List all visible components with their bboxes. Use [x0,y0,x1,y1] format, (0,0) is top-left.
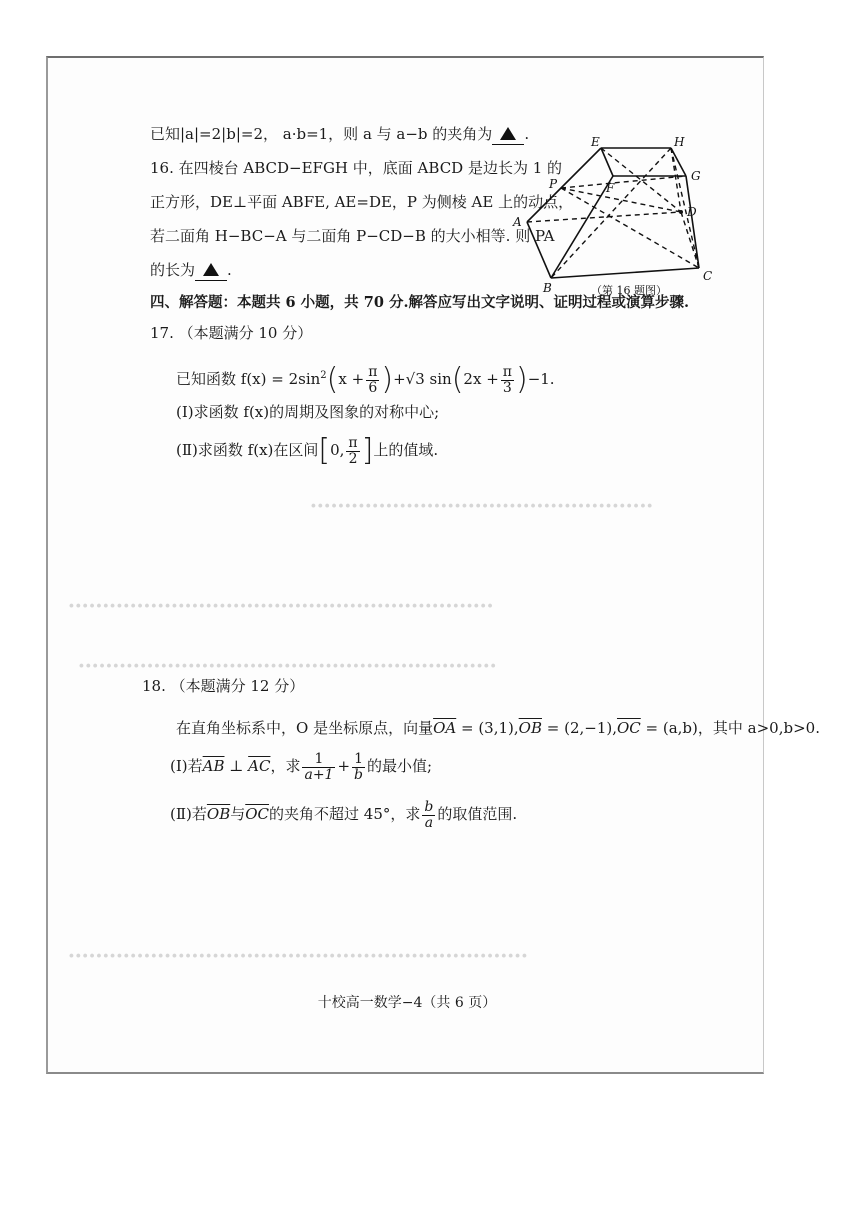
label-C: C [703,269,713,283]
q16-line-2: 正方形，DE⊥平面 ABFE, AE=DE，P 为侧棱 AE 上的动点， [150,193,574,211]
figure-caption: （第 16 题图） [591,284,667,297]
q17-stem: 已知函数 $f(x) = 2\sin^2(x$ + $\frac{\pi}{6}$ )+√3 sin(2x + $\frac{\pi}{3}$ )−1. [176,362,555,397]
label-H: H [674,136,685,149]
q16-line-3: 若二面角 H−BC−A 与二面角 P−CD−B 的大小相等. 则 PA [150,227,555,245]
hidden-edge-DC [681,212,699,268]
q15-text: 已知|a|=2|b|=2， a·b=1，则 a 与 a−b 的夹角为 [150,125,493,143]
hidden-edge-PG [561,176,686,188]
hidden-edge-ED [601,148,681,212]
edge-FB [551,176,613,278]
label-F: F [606,181,615,195]
q17-title: 17. （本题满分 10 分） [150,324,313,342]
label-E: E [591,136,600,149]
edge-BC [551,268,699,278]
q18-stem: 在直角坐标系中，O 是坐标原点，向量$\overline{OA} = (3,1),\overline{OB} = (2,-1),\overline{OC} = (a,b)$，其中 a>0,b>0. [176,719,820,737]
bleed-through-text: ∙∙∙∙∙∙∙∙∙∙∙∙∙∙∙∙∙∙∙∙∙∙∙∙∙∙∙∙∙∙∙∙∙∙∙∙∙∙∙∙∙∙∙∙∙∙∙∙∙∙ [310,498,654,514]
section-4-heading: 四、解答题：本题共 6 小题，共 70 分.解答应写出文字说明、证明过程或演算步骤. [150,294,690,311]
answer-blank [195,260,227,281]
label-B: B [543,281,552,295]
q18-title: 18. （本题满分 12 分） [142,677,305,695]
bleed-through-text: ∙∙∙∙∙∙∙∙∙∙∙∙∙∙∙∙∙∙∙∙∙∙∙∙∙∙∙∙∙∙∙∙∙∙∙∙∙∙∙∙∙∙∙∙∙∙∙∙∙∙∙∙∙∙∙∙∙∙∙∙∙ [78,658,497,674]
label-A: A [513,215,522,229]
q17-part-1: (Ⅰ)求函数 f(x)的周期及图象的对称中心; [176,403,440,421]
label-D: D [687,205,697,219]
label-P: P [549,177,558,191]
edge-EF [601,148,613,176]
label-G: G [691,169,701,183]
q16-line-1: 16. 在四棱台 ABCD−EFGH 中，底面 ABCD 是边长为 1 的 [150,159,563,177]
edge-AB [527,222,551,278]
edge-HG [671,148,686,176]
exam-page [46,56,820,1074]
question-15: 已知|a|=2|b|=2， a·b=1，则 a 与 a−b 的夹角为 . [150,125,530,143]
point-D [679,210,683,214]
page-footer: 十校高一数学−4（共 6 页） [317,995,497,1011]
bleed-through-text: ∙∙∙∙∙∙∙∙∙∙∙∙∙∙∙∙∙∙∙∙∙∙∙∙∙∙∙∙∙∙∙∙∙∙∙∙∙∙∙∙∙∙∙∙∙∙∙∙∙∙∙∙∙∙∙∙∙∙∙∙∙∙∙∙∙∙∙ [68,948,528,964]
frustum-figure [503,136,718,306]
bleed-through-text: ∙∙∙∙∙∙∙∙∙∙∙∙∙∙∙∙∙∙∙∙∙∙∙∙∙∙∙∙∙∙∙∙∙∙∙∙∙∙∙∙∙∙∙∙∙∙∙∙∙∙∙∙∙∙∙∙∙∙∙∙∙∙ [68,598,494,614]
q18-part-2: (Ⅱ)若$\overline{OB}$与$\overline{OC}$的夹角不超过 45°，求 $\frac{b}{a}$ 的取值范围. [170,798,518,831]
q18-part-1: (Ⅰ)若$\overline{AB}$ ⊥ $\overline{AC}$，求 $\frac{1}{a+1}$ + $\frac{1}{b}$ 的最小值; [170,750,433,783]
hidden-edge-HB [551,148,671,278]
triangle-marker-icon [203,263,219,276]
hidden-edge-PD [561,188,681,212]
q16-line-4: 的长为 . [150,261,232,279]
q17-part-2: (Ⅱ)求函数 f(x)在区间[0, $\frac{\pi}{2}$ ]上的值域. [176,433,439,468]
